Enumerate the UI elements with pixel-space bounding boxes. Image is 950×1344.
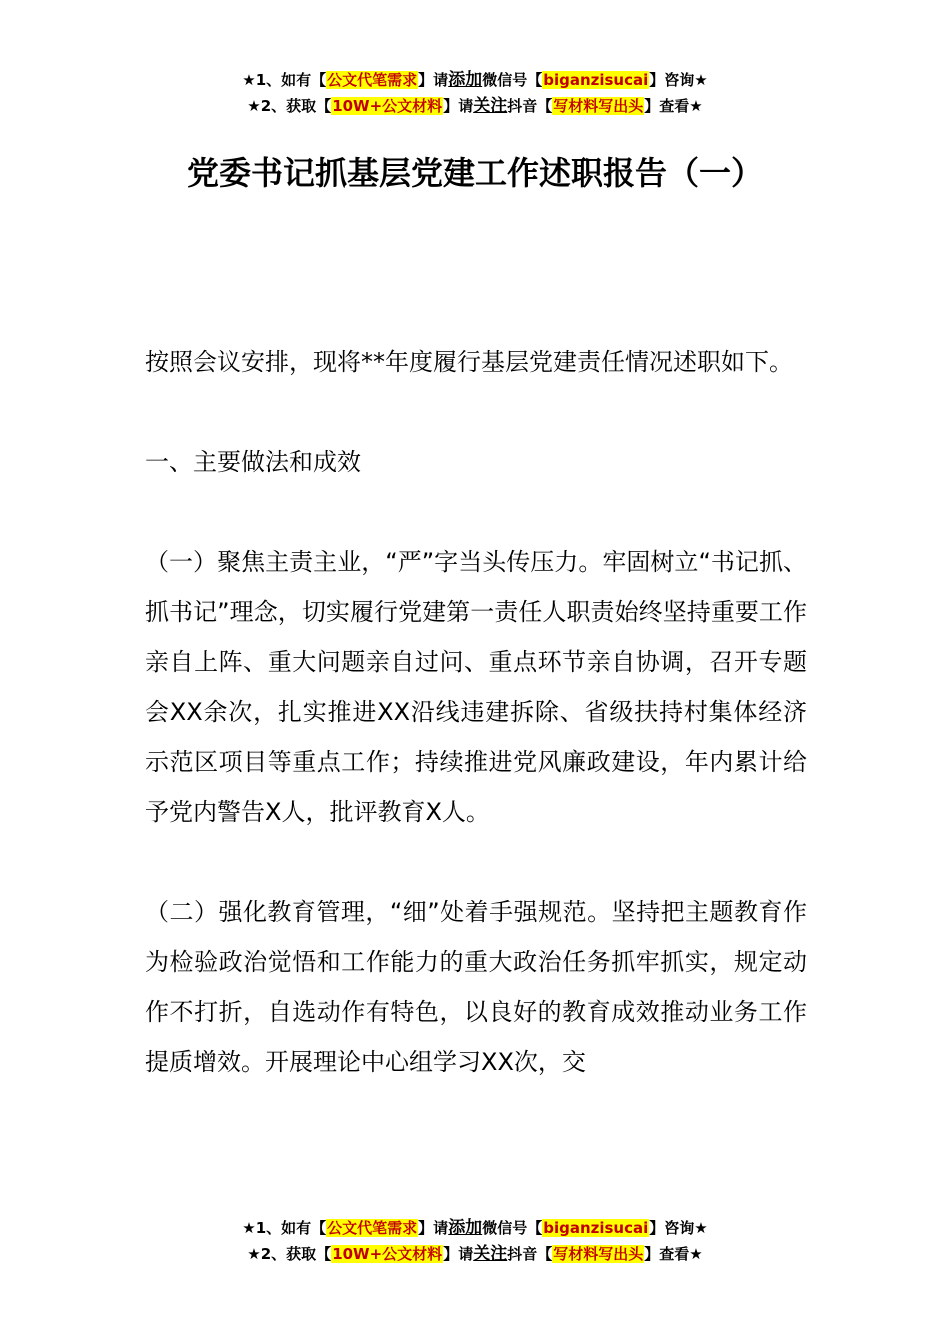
banner-highlight: biganzisucai (543, 71, 649, 89)
banner-text: 】请 (418, 71, 449, 89)
banner-emphasis: 添加 (448, 1218, 483, 1238)
banner-line-2 (0, 1241, 950, 1267)
body-paragraph: （二）强化教育管理，“细”处着手强规范。坚持把主题教育作为检验政治觉悟和工作能力的重大政治任务抓牢抓实，规定动作不打折，自选动作有特色，以良好的教育成效推动业务工作提质增效。开展理论中心组学习XX次，交 (145, 898, 807, 1076)
banner-line-1 (0, 67, 950, 93)
header-banner (0, 67, 950, 119)
banner-highlight: 公文代笔需求 (327, 1219, 418, 1237)
banner-line-1 (0, 1215, 950, 1241)
banner-text: ★2、获取【 (247, 97, 332, 115)
banner-highlight: 10W+公文材料 (332, 1245, 443, 1263)
banner-text: 】咨询★ (649, 71, 708, 89)
banner-highlight: biganzisucai (543, 1219, 649, 1237)
banner-text: 】咨询★ (649, 1219, 708, 1237)
body-paragraph: （一）聚焦主责主业，“严”字当头传压力。牢固树立“书记抓、抓书记”理念，切实履行党建第一责任人职责始终坚持重要工作亲自上阵、重大问题亲自过问、重点环节亲自协调，召开专题会XX余次，扎实推进XX沿线违建拆除、省级扶持村集体经济示范区项目等重点工作；持续推进党风廉政建设，年内累计给予党内警告X人，批评教育X人。 (145, 548, 807, 826)
banner-text: 微信号【 (482, 71, 543, 89)
banner-text: 抖音【 (507, 1245, 553, 1263)
banner-highlight: 写材料写出头 (553, 97, 644, 115)
banner-text: 】查看★ (644, 1245, 703, 1263)
banner-text: 】请 (418, 1219, 449, 1237)
banner-text: ★1、如有【 (242, 71, 327, 89)
banner-text: 】请 (443, 97, 474, 115)
banner-emphasis: 添加 (448, 70, 483, 90)
banner-text: ★1、如有【 (242, 1219, 327, 1237)
banner-text: 】请 (443, 1245, 474, 1263)
banner-highlight: 10W+公文材料 (332, 97, 443, 115)
banner-highlight: 公文代笔需求 (327, 71, 418, 89)
document-title: 党委书记抓基层党建工作述职报告（一） (186, 154, 763, 192)
banner-text: 抖音【 (507, 97, 553, 115)
banner-text: 】查看★ (644, 97, 703, 115)
banner-highlight: 写材料写出头 (553, 1245, 644, 1263)
document-body (145, 337, 807, 1137)
footer-banner (0, 1215, 950, 1267)
banner-emphasis: 关注 (473, 96, 508, 116)
banner-line-2 (0, 93, 950, 119)
banner-text: 微信号【 (482, 1219, 543, 1237)
banner-emphasis: 关注 (473, 1244, 508, 1264)
intro-paragraph: 按照会议安排，现将**年度履行基层党建责任情况述职如下。 (145, 348, 793, 376)
banner-text: ★2、获取【 (247, 1245, 332, 1263)
section-heading: 一、主要做法和成效 (145, 448, 361, 476)
